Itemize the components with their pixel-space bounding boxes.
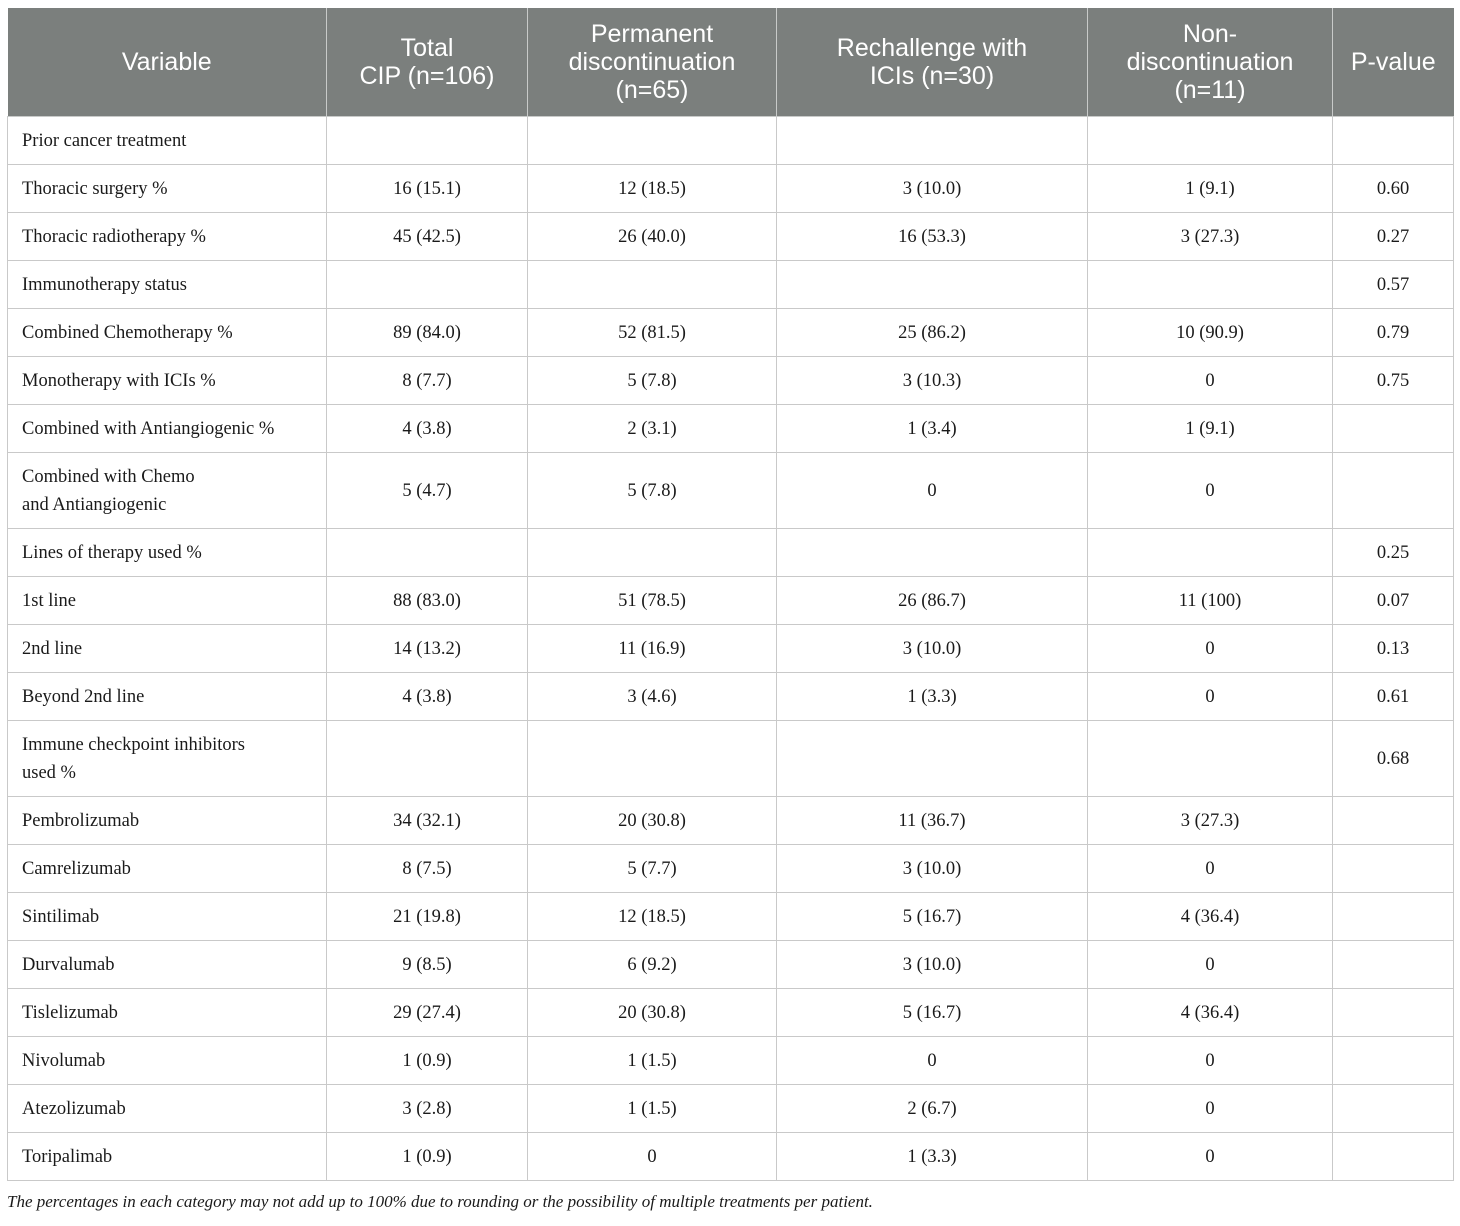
cell-non-discontinuation — [1088, 529, 1333, 577]
cell-p-value — [1333, 117, 1454, 165]
cell-total: 5 (4.7) — [327, 453, 528, 529]
cell-permanent-discontinuation: 52 (81.5) — [528, 309, 777, 357]
cell-total: 3 (2.8) — [327, 1085, 528, 1133]
cell-p-value: 0.57 — [1333, 261, 1454, 309]
cell-p-value — [1333, 453, 1454, 529]
header-row — [8, 8, 1454, 117]
cell-variable: Prior cancer treatment — [8, 117, 327, 165]
cell-p-value — [1333, 1133, 1454, 1181]
cell-rechallenge: 2 (6.7) — [777, 1085, 1088, 1133]
cell-p-value — [1333, 893, 1454, 941]
cell-non-discontinuation: 3 (27.3) — [1088, 797, 1333, 845]
cell-rechallenge: 1 (3.3) — [777, 1133, 1088, 1181]
cell-variable: Thoracic radiotherapy % — [8, 213, 327, 261]
cell-non-discontinuation: 4 (36.4) — [1088, 989, 1333, 1037]
cell-rechallenge: 11 (36.7) — [777, 797, 1088, 845]
cell-p-value: 0.75 — [1333, 357, 1454, 405]
cell-p-value: 0.25 — [1333, 529, 1454, 577]
table-row — [8, 309, 1454, 357]
cell-total: 8 (7.7) — [327, 357, 528, 405]
cell-permanent-discontinuation: 26 (40.0) — [528, 213, 777, 261]
header-total: Total CIP (n=106) — [327, 8, 528, 117]
cell-variable: Combined with Antiangiogenic % — [8, 405, 327, 453]
header-variable: Variable — [8, 8, 327, 117]
table-row — [8, 721, 1454, 797]
cell-non-discontinuation: 0 — [1088, 673, 1333, 721]
cell-variable: Nivolumab — [8, 1037, 327, 1085]
cell-permanent-discontinuation: 12 (18.5) — [528, 165, 777, 213]
cell-rechallenge: 26 (86.7) — [777, 577, 1088, 625]
cell-variable: Sintilimab — [8, 893, 327, 941]
cell-permanent-discontinuation: 11 (16.9) — [528, 625, 777, 673]
cell-total: 16 (15.1) — [327, 165, 528, 213]
header-non-discontinuation: Non- discontinuation (n=11) — [1088, 8, 1333, 117]
cell-rechallenge: 3 (10.0) — [777, 625, 1088, 673]
cell-p-value: 0.60 — [1333, 165, 1454, 213]
cell-p-value: 0.61 — [1333, 673, 1454, 721]
cell-variable: Beyond 2nd line — [8, 673, 327, 721]
table-row — [8, 165, 1454, 213]
cell-p-value — [1333, 405, 1454, 453]
cell-p-value — [1333, 1037, 1454, 1085]
cell-p-value — [1333, 797, 1454, 845]
cell-total: 34 (32.1) — [327, 797, 528, 845]
cell-rechallenge: 0 — [777, 1037, 1088, 1085]
cell-permanent-discontinuation: 0 — [528, 1133, 777, 1181]
table-row — [8, 673, 1454, 721]
cell-total: 4 (3.8) — [327, 405, 528, 453]
cell-non-discontinuation — [1088, 721, 1333, 797]
cell-non-discontinuation: 0 — [1088, 1085, 1333, 1133]
cell-permanent-discontinuation — [528, 721, 777, 797]
table-row — [8, 357, 1454, 405]
cell-p-value: 0.07 — [1333, 577, 1454, 625]
cell-permanent-discontinuation: 2 (3.1) — [528, 405, 777, 453]
table-row — [8, 1133, 1454, 1181]
cell-permanent-discontinuation: 5 (7.8) — [528, 453, 777, 529]
cell-non-discontinuation: 1 (9.1) — [1088, 405, 1333, 453]
cell-permanent-discontinuation — [528, 117, 777, 165]
table-row — [8, 989, 1454, 1037]
table-row — [8, 845, 1454, 893]
cell-permanent-discontinuation: 5 (7.7) — [528, 845, 777, 893]
cell-variable: Lines of therapy used % — [8, 529, 327, 577]
cell-p-value: 0.68 — [1333, 721, 1454, 797]
table-row — [8, 1037, 1454, 1085]
table-row — [8, 261, 1454, 309]
cell-non-discontinuation: 0 — [1088, 845, 1333, 893]
cell-variable: Atezolizumab — [8, 1085, 327, 1133]
table-row — [8, 941, 1454, 989]
table-row — [8, 893, 1454, 941]
cell-variable: 1st line — [8, 577, 327, 625]
cell-total — [327, 261, 528, 309]
cell-permanent-discontinuation: 20 (30.8) — [528, 797, 777, 845]
cell-p-value — [1333, 845, 1454, 893]
cell-p-value — [1333, 1085, 1454, 1133]
cell-p-value: 0.79 — [1333, 309, 1454, 357]
cell-permanent-discontinuation: 6 (9.2) — [528, 941, 777, 989]
cell-rechallenge — [777, 261, 1088, 309]
table-body — [8, 117, 1454, 1181]
cell-p-value — [1333, 989, 1454, 1037]
cell-total: 14 (13.2) — [327, 625, 528, 673]
cell-total: 9 (8.5) — [327, 941, 528, 989]
cell-permanent-discontinuation: 20 (30.8) — [528, 989, 777, 1037]
cell-rechallenge: 0 — [777, 453, 1088, 529]
cell-permanent-discontinuation — [528, 261, 777, 309]
cell-rechallenge — [777, 529, 1088, 577]
cell-variable: Thoracic surgery % — [8, 165, 327, 213]
cell-variable: Toripalimab — [8, 1133, 327, 1181]
cell-rechallenge: 25 (86.2) — [777, 309, 1088, 357]
cell-permanent-discontinuation: 51 (78.5) — [528, 577, 777, 625]
cell-non-discontinuation: 0 — [1088, 453, 1333, 529]
cell-rechallenge: 3 (10.0) — [777, 941, 1088, 989]
cell-variable: Tislelizumab — [8, 989, 327, 1037]
table-row — [8, 117, 1454, 165]
cell-variable: Durvalumab — [8, 941, 327, 989]
cell-p-value: 0.27 — [1333, 213, 1454, 261]
cell-non-discontinuation: 3 (27.3) — [1088, 213, 1333, 261]
cell-rechallenge: 3 (10.0) — [777, 165, 1088, 213]
cell-variable: Combined Chemotherapy % — [8, 309, 327, 357]
cell-permanent-discontinuation — [528, 529, 777, 577]
cell-rechallenge: 5 (16.7) — [777, 893, 1088, 941]
cell-total: 21 (19.8) — [327, 893, 528, 941]
header-permanent-discontinuation: Permanent discontinuation (n=65) — [528, 8, 777, 117]
table-row — [8, 1085, 1454, 1133]
cell-permanent-discontinuation: 5 (7.8) — [528, 357, 777, 405]
cell-rechallenge: 5 (16.7) — [777, 989, 1088, 1037]
data-table — [7, 8, 1454, 1181]
cell-non-discontinuation: 4 (36.4) — [1088, 893, 1333, 941]
cell-variable: Combined with Chemo and Antiangiogenic — [8, 453, 327, 529]
header-p-value: P-value — [1333, 8, 1454, 117]
cell-non-discontinuation: 0 — [1088, 941, 1333, 989]
cell-total — [327, 117, 528, 165]
cell-total: 29 (27.4) — [327, 989, 528, 1037]
cell-total: 1 (0.9) — [327, 1133, 528, 1181]
cell-non-discontinuation: 0 — [1088, 625, 1333, 673]
cell-p-value: 0.13 — [1333, 625, 1454, 673]
cell-non-discontinuation: 0 — [1088, 1037, 1333, 1085]
table-row — [8, 577, 1454, 625]
cell-rechallenge: 16 (53.3) — [777, 213, 1088, 261]
cell-rechallenge: 3 (10.3) — [777, 357, 1088, 405]
cell-rechallenge — [777, 117, 1088, 165]
cell-non-discontinuation: 0 — [1088, 1133, 1333, 1181]
cell-permanent-discontinuation: 3 (4.6) — [528, 673, 777, 721]
cell-total: 88 (83.0) — [327, 577, 528, 625]
cell-variable: Monotherapy with ICIs % — [8, 357, 327, 405]
cell-total: 1 (0.9) — [327, 1037, 528, 1085]
cell-total — [327, 529, 528, 577]
cell-variable: Immunotherapy status — [8, 261, 327, 309]
cell-total: 45 (42.5) — [327, 213, 528, 261]
cell-p-value — [1333, 941, 1454, 989]
table-row — [8, 453, 1454, 529]
header-rechallenge: Rechallenge with ICIs (n=30) — [777, 8, 1088, 117]
cell-rechallenge: 1 (3.3) — [777, 673, 1088, 721]
cell-total: 89 (84.0) — [327, 309, 528, 357]
cell-non-discontinuation — [1088, 117, 1333, 165]
table-header — [8, 8, 1454, 117]
cell-variable: 2nd line — [8, 625, 327, 673]
cell-total: 4 (3.8) — [327, 673, 528, 721]
table-row — [8, 797, 1454, 845]
table-footnote: The percentages in each category may not add up to 100% due to rounding or the possibility of multiple treatments per patient. — [7, 1192, 873, 1211]
cell-rechallenge: 1 (3.4) — [777, 405, 1088, 453]
table-row — [8, 625, 1454, 673]
table-row — [8, 529, 1454, 577]
table-row — [8, 213, 1454, 261]
cell-non-discontinuation: 11 (100) — [1088, 577, 1333, 625]
cell-non-discontinuation — [1088, 261, 1333, 309]
cell-permanent-discontinuation: 1 (1.5) — [528, 1037, 777, 1085]
cell-permanent-discontinuation: 12 (18.5) — [528, 893, 777, 941]
cell-rechallenge: 3 (10.0) — [777, 845, 1088, 893]
cell-total — [327, 721, 528, 797]
cell-non-discontinuation: 10 (90.9) — [1088, 309, 1333, 357]
table-row — [8, 405, 1454, 453]
cell-variable: Immune checkpoint inhibitors used % — [8, 721, 327, 797]
cell-rechallenge — [777, 721, 1088, 797]
cell-non-discontinuation: 1 (9.1) — [1088, 165, 1333, 213]
cell-permanent-discontinuation: 1 (1.5) — [528, 1085, 777, 1133]
cell-total: 8 (7.5) — [327, 845, 528, 893]
cell-variable: Camrelizumab — [8, 845, 327, 893]
cell-variable: Pembrolizumab — [8, 797, 327, 845]
cell-non-discontinuation: 0 — [1088, 357, 1333, 405]
